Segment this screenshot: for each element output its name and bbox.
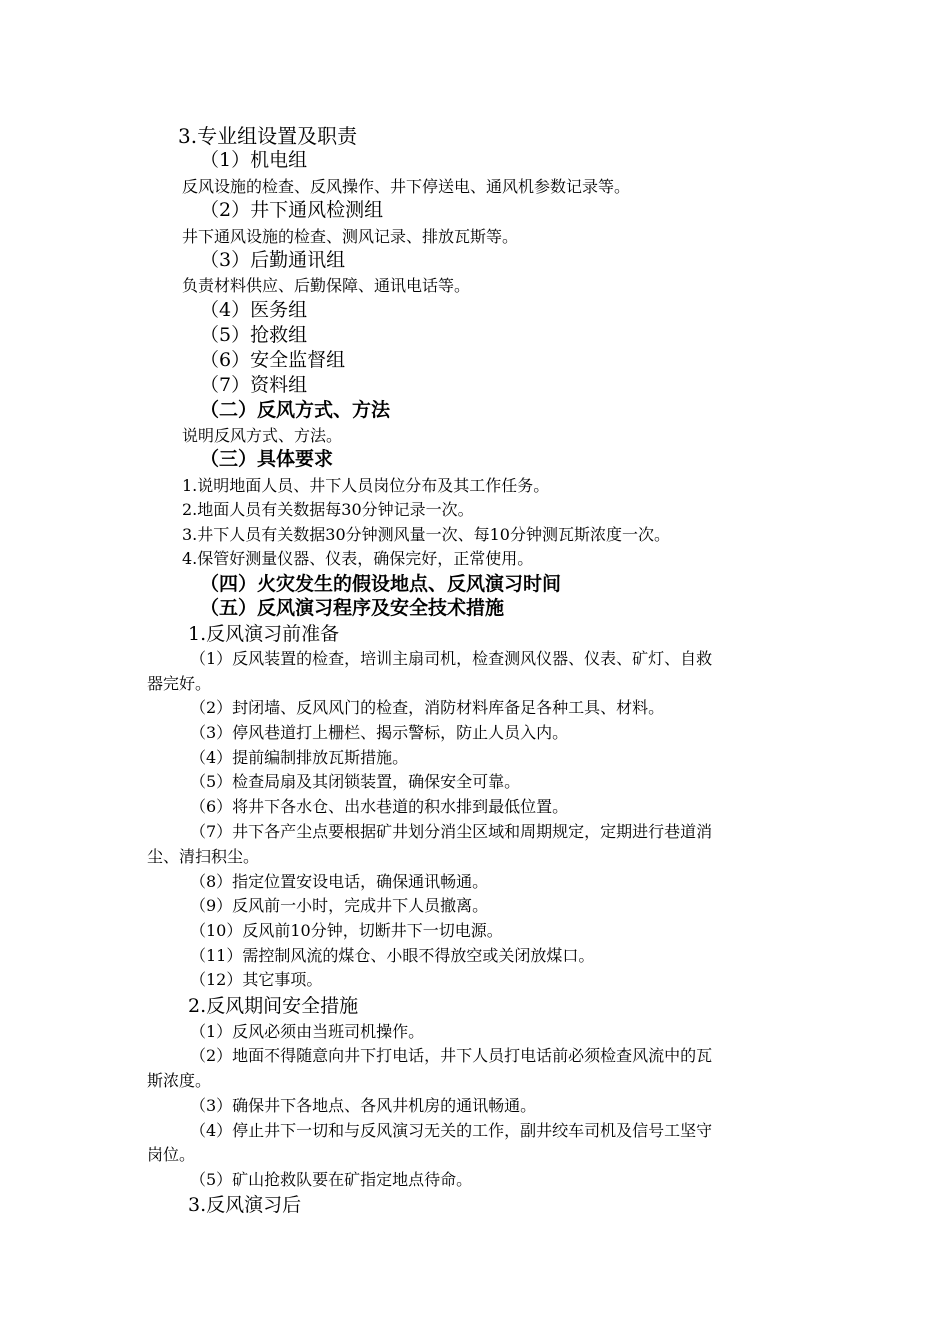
prep-item-9: （9）反风前一小时，完成井下人员撤离。 <box>190 896 489 915</box>
prep-item-6: （6）将井下各水仓、出水巷道的积水排到最低位置。 <box>190 797 569 816</box>
requirement-1: 1.说明地面人员、井下人员岗位分布及其工作任务。 <box>182 476 550 495</box>
prep-item-2: （2）封闭墙、反风风门的检查，消防材料库备足各种工具、材料。 <box>190 698 665 717</box>
sub-2-title: 2.反风期间安全措施 <box>188 995 359 1017</box>
part-2-title: （二）反风方式、方法 <box>200 399 391 421</box>
prep-item-12: （12）其它事项。 <box>190 970 323 989</box>
sub-3-title: 3.反风演习后 <box>188 1194 302 1216</box>
prep-item-1-line-1: （1）反风装置的检查，培训主扇司机，检查测风仪器、仪表、矿灯、自救 <box>190 649 713 668</box>
group-3-label: （3）后勤通讯组 <box>200 249 346 271</box>
prep-item-5: （5）检查局扇及其闭锁装置，确保安全可靠。 <box>190 772 521 791</box>
group-6-label: （6）安全监督组 <box>200 349 346 371</box>
group-1-desc: 反风设施的检查、反风操作、井下停送电、通风机参数记录等。 <box>182 177 631 196</box>
during-item-2-line-2: 斯浓度。 <box>147 1071 212 1090</box>
part-5-title: （五）反风演习程序及安全技术措施 <box>200 597 505 619</box>
group-2-label: （2）井下通风检测组 <box>200 199 384 221</box>
group-4-label: （4）医务组 <box>200 299 308 321</box>
during-item-1: （1）反风必须由当班司机操作。 <box>190 1022 425 1041</box>
section-3-title: 3.专业组设置及职责 <box>178 124 358 148</box>
part-3-title: （三）具体要求 <box>200 448 334 470</box>
during-item-4-line-2: 岗位。 <box>147 1145 196 1164</box>
group-3-desc: 负责材料供应、后勤保障、通讯电话等。 <box>182 276 471 295</box>
requirement-2: 2.地面人员有关数据每30分钟记录一次。 <box>182 500 474 519</box>
sub-1-title: 1.反风演习前准备 <box>188 623 340 645</box>
during-item-5: （5）矿山抢救队要在矿指定地点待命。 <box>190 1170 473 1189</box>
prep-item-11: （11）需控制风流的煤仓、小眼不得放空或关闭放煤口。 <box>190 946 595 965</box>
prep-item-7-line-1: （7）井下各产尘点要根据矿井划分消尘区域和周期规定，定期进行巷道消 <box>190 822 713 841</box>
requirement-4: 4.保管好测量仪器、仪表，确保完好，正常使用。 <box>182 549 534 568</box>
group-1-label: （1）机电组 <box>200 149 308 171</box>
requirement-3: 3.井下人员有关数据30分钟测风量一次、每10分钟测瓦斯浓度一次。 <box>182 525 670 544</box>
part-4-title: （四）火灾发生的假设地点、反风演习时间 <box>200 573 562 595</box>
during-item-4-line-1: （4）停止井下一切和与反风演习无关的工作，副井绞车司机及信号工坚守 <box>190 1121 713 1140</box>
group-2-desc: 井下通风设施的检查、测风记录、排放瓦斯等。 <box>182 227 519 246</box>
during-item-2-line-1: （2）地面不得随意向井下打电话，井下人员打电话前必须检查风流中的瓦 <box>190 1046 713 1065</box>
prep-item-8: （8）指定位置安设电话，确保通讯畅通。 <box>190 872 489 891</box>
group-7-label: （7）资料组 <box>200 374 308 396</box>
during-item-3: （3）确保井下各地点、各风井机房的通讯畅通。 <box>190 1096 537 1115</box>
part-2-desc: 说明反风方式、方法。 <box>182 426 343 445</box>
prep-item-3: （3）停风巷道打上栅栏、揭示警标，防止人员入内。 <box>190 723 569 742</box>
group-5-label: （5）抢救组 <box>200 324 308 346</box>
prep-item-7-line-2: 尘、清扫积尘。 <box>147 847 260 866</box>
prep-item-10: （10）反风前10分钟，切断井下一切电源。 <box>190 921 503 940</box>
prep-item-1-line-2: 器完好。 <box>147 674 212 693</box>
prep-item-4: （4）提前编制排放瓦斯措施。 <box>190 748 409 767</box>
